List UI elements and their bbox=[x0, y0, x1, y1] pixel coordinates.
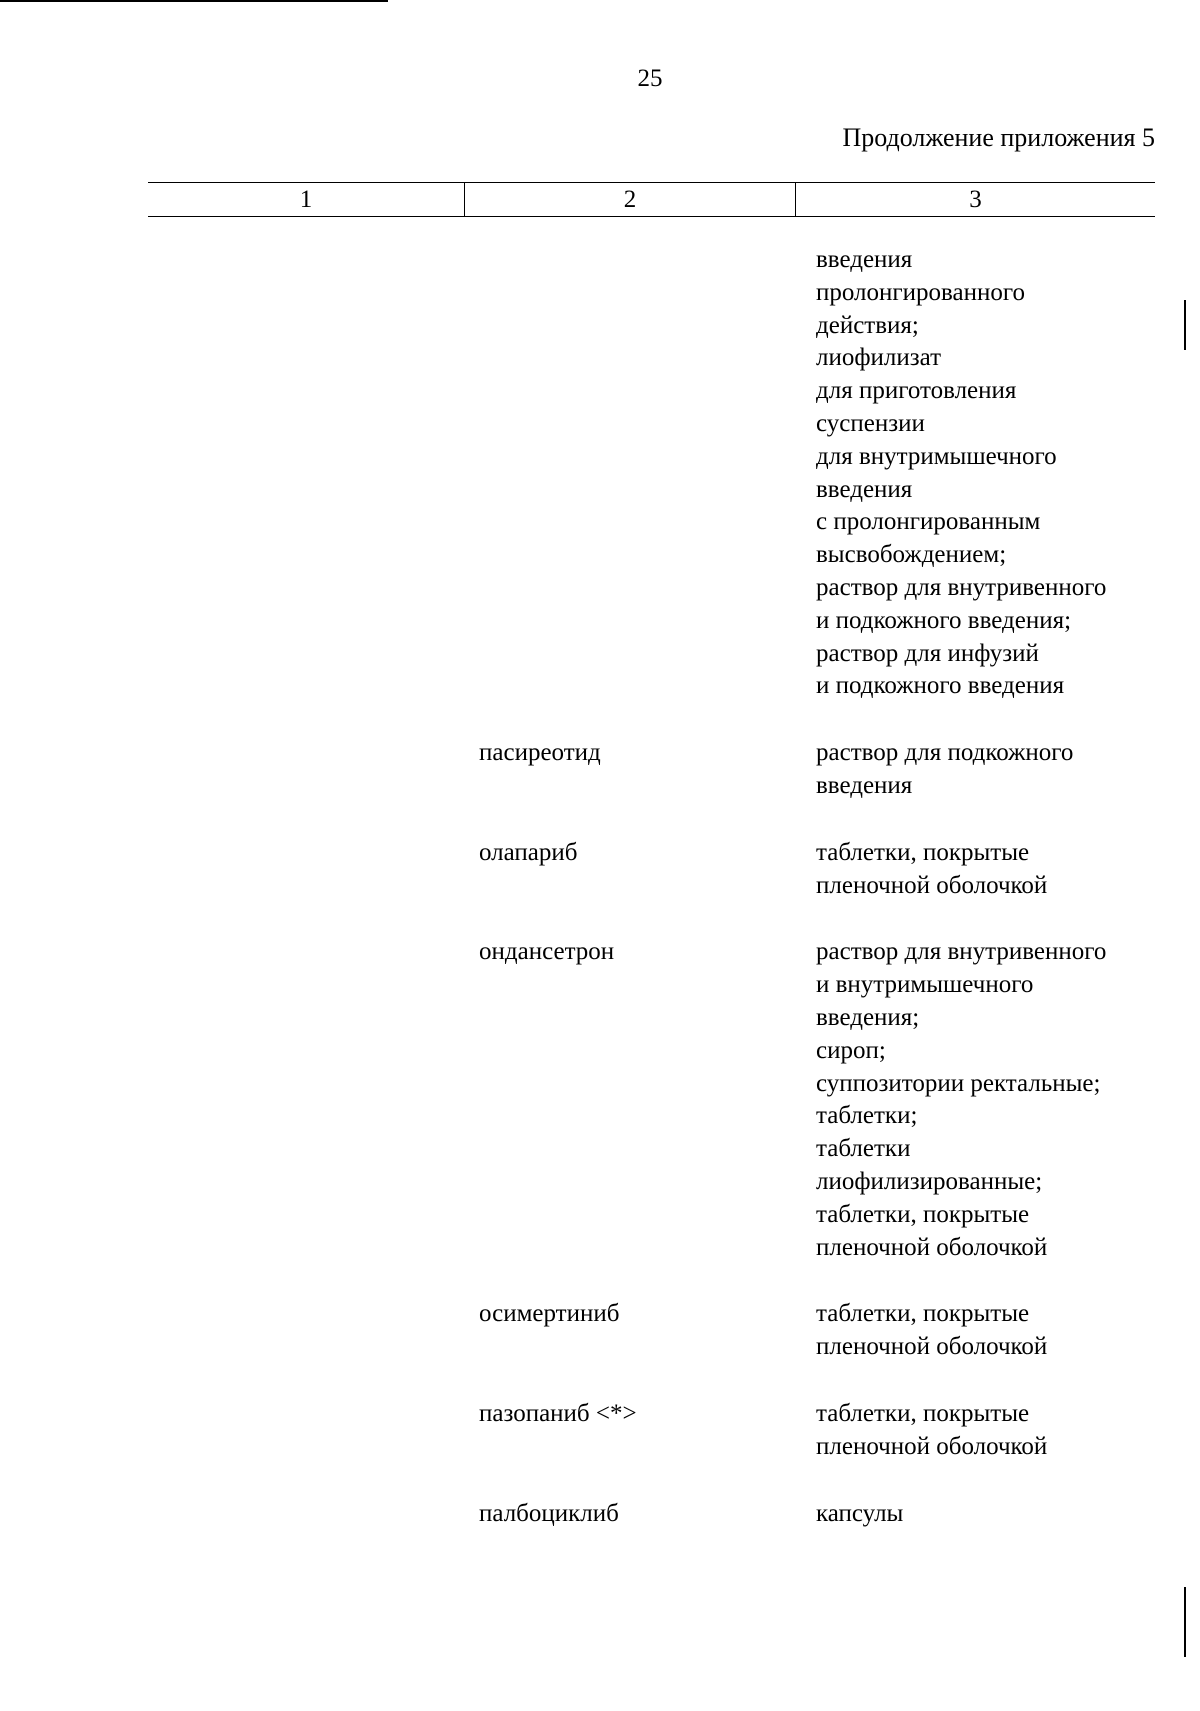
dosage-form-line: суспензии bbox=[816, 409, 925, 437]
dosage-form-line: с пролонгированным bbox=[816, 508, 1041, 536]
dosage-form-line: введения; bbox=[816, 1003, 920, 1031]
appendix-continuation-label: Продолжение приложения 5 bbox=[842, 123, 1155, 152]
dosage-form-line: введения bbox=[816, 475, 913, 503]
dosage-form-line: введения bbox=[816, 246, 913, 273]
dosage-form-line: таблетки bbox=[816, 1135, 911, 1163]
dosage-form-line: и внутримышечного bbox=[816, 971, 1034, 999]
dosage-form-line: введения bbox=[816, 771, 913, 799]
drug-name: осимертиниб bbox=[479, 1300, 620, 1328]
drug-name: олапариб bbox=[479, 838, 578, 866]
dosage-forms bbox=[816, 737, 1156, 803]
dosage-form-line: высвобождением; bbox=[816, 541, 1007, 569]
dosage-form-line: таблетки, покрытые bbox=[816, 1399, 1030, 1427]
page-number: 25 bbox=[637, 65, 663, 92]
drug-name: пазопаниб <*> bbox=[479, 1399, 637, 1427]
dosage-form-line: лиофилизированные; bbox=[816, 1167, 1043, 1195]
table-row bbox=[0, 936, 1200, 1264]
dosage-form-line: пленочной оболочкой bbox=[816, 1333, 1048, 1361]
dosage-form-line: таблетки, покрытые bbox=[816, 838, 1030, 866]
table-header bbox=[148, 182, 1155, 217]
dosage-form-line: капсулы bbox=[816, 1499, 904, 1527]
dosage-form-line: и подкожного введения; bbox=[816, 606, 1072, 634]
drug-name: пасиреотид bbox=[479, 739, 601, 767]
dosage-form-line: пленочной оболочкой bbox=[816, 871, 1048, 899]
dosage-form-line: действия; bbox=[816, 311, 919, 339]
table-row bbox=[0, 1498, 1200, 1531]
dosage-form-line: пленочной оболочкой bbox=[816, 1233, 1048, 1261]
table-body bbox=[0, 244, 1200, 1564]
drug-name bbox=[479, 244, 816, 703]
dosage-form-line: суппозитории ректальные; bbox=[816, 1069, 1101, 1097]
dosage-form-line: пленочной оболочкой bbox=[816, 1432, 1048, 1460]
table-row bbox=[0, 1298, 1200, 1364]
dosage-form-line: сироп; bbox=[816, 1036, 886, 1064]
dosage-form-line: таблетки, покрытые bbox=[816, 1200, 1030, 1228]
dosage-forms bbox=[816, 1298, 1156, 1364]
table-row bbox=[0, 1398, 1200, 1464]
dosage-form-line: и подкожного введения bbox=[816, 672, 1065, 700]
dosage-form-line: раствор для инфузий bbox=[816, 639, 1039, 667]
dosage-form-line: таблетки; bbox=[816, 1102, 918, 1130]
scan-mark-right-lower bbox=[1184, 1587, 1186, 1657]
table-row bbox=[0, 244, 1200, 703]
dosage-form-line: для приготовления bbox=[816, 377, 1017, 405]
dosage-form-line: раствор для подкожного bbox=[816, 739, 1074, 767]
dosage-form-line: пролонгированного bbox=[816, 278, 1025, 306]
header-col-1: 1 bbox=[148, 183, 465, 216]
header-col-3: 3 bbox=[969, 186, 982, 213]
dosage-forms bbox=[816, 936, 1156, 1264]
dosage-forms bbox=[816, 244, 1156, 703]
dosage-form-line: для внутримышечного bbox=[816, 442, 1057, 470]
drug-name: палбоциклиб bbox=[479, 1499, 619, 1527]
header-col-2: 2 bbox=[465, 183, 796, 216]
dosage-forms bbox=[816, 1498, 1156, 1531]
dosage-forms bbox=[816, 837, 1156, 903]
table-row bbox=[0, 837, 1200, 903]
dosage-form-line: раствор для внутривенного bbox=[816, 573, 1107, 601]
dosage-form-line: таблетки, покрытые bbox=[816, 1300, 1030, 1328]
drug-name: ондансетрон bbox=[479, 938, 615, 966]
dosage-form-line: раствор для внутривенного bbox=[816, 938, 1107, 966]
scan-border-top bbox=[0, 0, 388, 2]
table-row bbox=[0, 737, 1200, 803]
dosage-forms bbox=[816, 1398, 1156, 1464]
dosage-form-line: лиофилизат bbox=[816, 344, 942, 372]
